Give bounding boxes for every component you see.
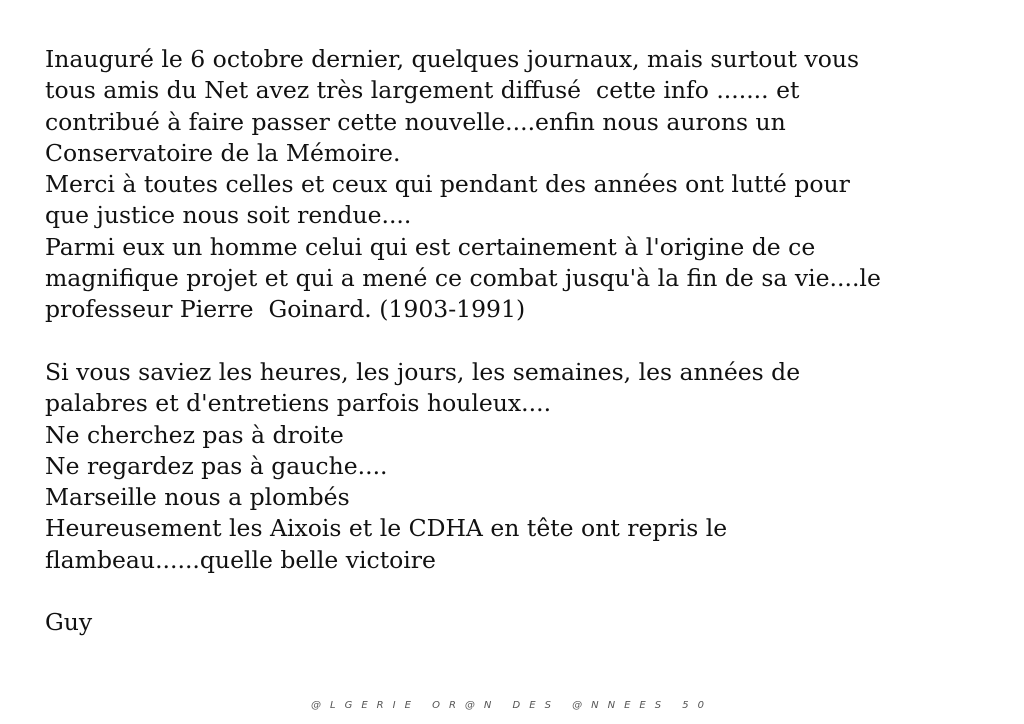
- text-line: flambeau......quelle belle victoire: [45, 545, 436, 574]
- text-line: Conservatoire de la Mémoire.: [45, 138, 401, 167]
- text-line: Ne regardez pas à gauche....: [45, 451, 388, 480]
- text-line: Inauguré le 6 octobre dernier, quelques journaux, mais surtout vous: [45, 45, 860, 73]
- footer-caption: @LGERIE OR@N DES @NNEES 50: [311, 700, 713, 711]
- paragraph-2: [45, 357, 1005, 576]
- text-line: Ne cherchez pas à droite: [45, 420, 344, 449]
- text-line: Si vous saviez les heures, les jours, les semaines, les années de: [45, 357, 801, 386]
- text-line: Heureusement les Aixois et le CDHA en tête ont repris le: [45, 514, 728, 543]
- paragraph-spacer: [45, 576, 1005, 607]
- text-line: tous amis du Net avez très largement diffusé cette info ....... et: [45, 76, 800, 105]
- text-line: Marseille nous a plombés: [45, 483, 350, 512]
- signature: Guy: [45, 608, 93, 637]
- text-line: palabres et d'entretiens parfois houleux....: [45, 389, 552, 418]
- text-line: Parmi eux un homme celui qui est certainement à l'origine de ce: [45, 232, 816, 261]
- text-line: contribué à faire passer cette nouvelle....enfin nous aurons un: [45, 107, 786, 136]
- text-line: que justice nous soit rendue....: [45, 201, 412, 230]
- paragraph-spacer: [45, 326, 1005, 357]
- letter-body: [45, 44, 1005, 639]
- text-line: Merci à toutes celles et ceux qui pendant des années ont lutté pour: [45, 170, 850, 199]
- paragraph-1: [45, 44, 1005, 326]
- text-line: magnifique projet et qui a mené ce combat jusqu'à la fin de sa vie....le: [45, 264, 881, 293]
- text-line: professeur Pierre Goinard. (1903-1991): [45, 295, 526, 324]
